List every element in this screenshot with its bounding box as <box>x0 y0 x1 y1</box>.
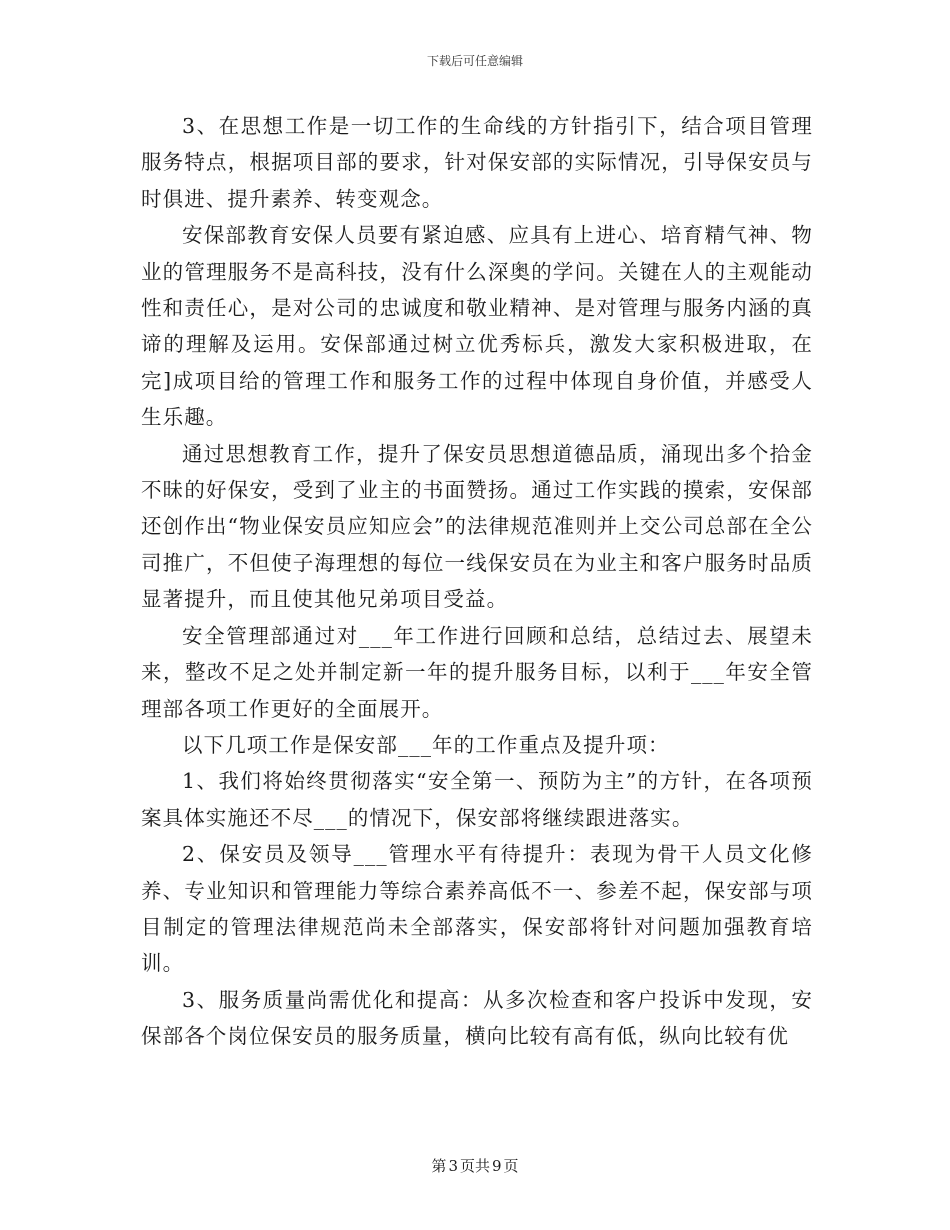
page-number-suffix: 页 <box>503 1157 519 1175</box>
paragraph-4: 安全管理部通过对___年工作进行回顾和总结，总结过去、展望未来，整改不足之处并制定新一年的提升服务目标，以利于___年安全管理部各项工作更好的全面展开。 <box>141 623 813 721</box>
paragraph-6: 1、我们将始终贯彻落实“安全第一、预防为主”的方针，在各项预案具体实施还不尽___的情况下，保安部将继续跟进落实。 <box>141 769 813 830</box>
page-number-middle: 页共 <box>459 1157 490 1175</box>
total-page-count: 9 <box>492 1157 502 1175</box>
page-header-note: 下载后可任意编辑 <box>426 54 523 68</box>
paragraph-3: 通过思想教育工作，提升了保安员思想道德品质，涌现出多个拾金不昧的好保安，受到了业主的书面赞扬。通过工作实践的摸索，安保部还创作出“物业保安员应知应会”的法律规范准则并上交公司总部在全公司推广，不但使子海理想的每位一线保安员在为业主和客户服务时品质显著提升，而且使其他兄弟项目受益。 <box>141 441 813 612</box>
document-body <box>141 108 813 1055</box>
paragraph-1: 3、在思想工作是一切工作的生命线的方针指引下，结合项目管理服务特点，根据项目部的要求，针对保安部的实际情况，引导保安员与时俱进、提升素养、转变观念。 <box>141 114 813 211</box>
page-footer <box>0 1155 950 1176</box>
paragraph-2: 安保部教育安保人员要有紧迫感、应具有上进心、培育精气神、物业的管理服务不是高科技，没有什么深奥的学问。关键在人的主观能动性和责任心，是对公司的忠诚度和敬业精神、是对管理与服务内涵的真谛的理解及运用。安保部通过树立优秀标兵，激发大家积极进取，在完]成项目给的管理工作和服务工作的过程中体现自身价值，并感受人生乐趣。 <box>141 223 813 430</box>
current-page-number: 3 <box>448 1157 458 1175</box>
page-number-prefix: 第 <box>431 1157 447 1175</box>
paragraph-7: 2、保安员及领导___管理水平有待提升：表现为骨干人员文化修养、专业知识和管理能力等综合素养高低不一、参差不起，保安部与项目制定的管理法律规范尚未全部落实，保安部将针对问题加强教育培训。 <box>141 842 813 976</box>
paragraph-8: 3、服务质量尚需优化和提高：从多次检查和客户投诉中发现，安保部各个岗位保安员的服务质量，横向比较有高有低，纵向比较有优 <box>141 987 813 1049</box>
paragraph-5: 以下几项工作是保安部___年的工作重点及提升项： <box>182 732 670 757</box>
